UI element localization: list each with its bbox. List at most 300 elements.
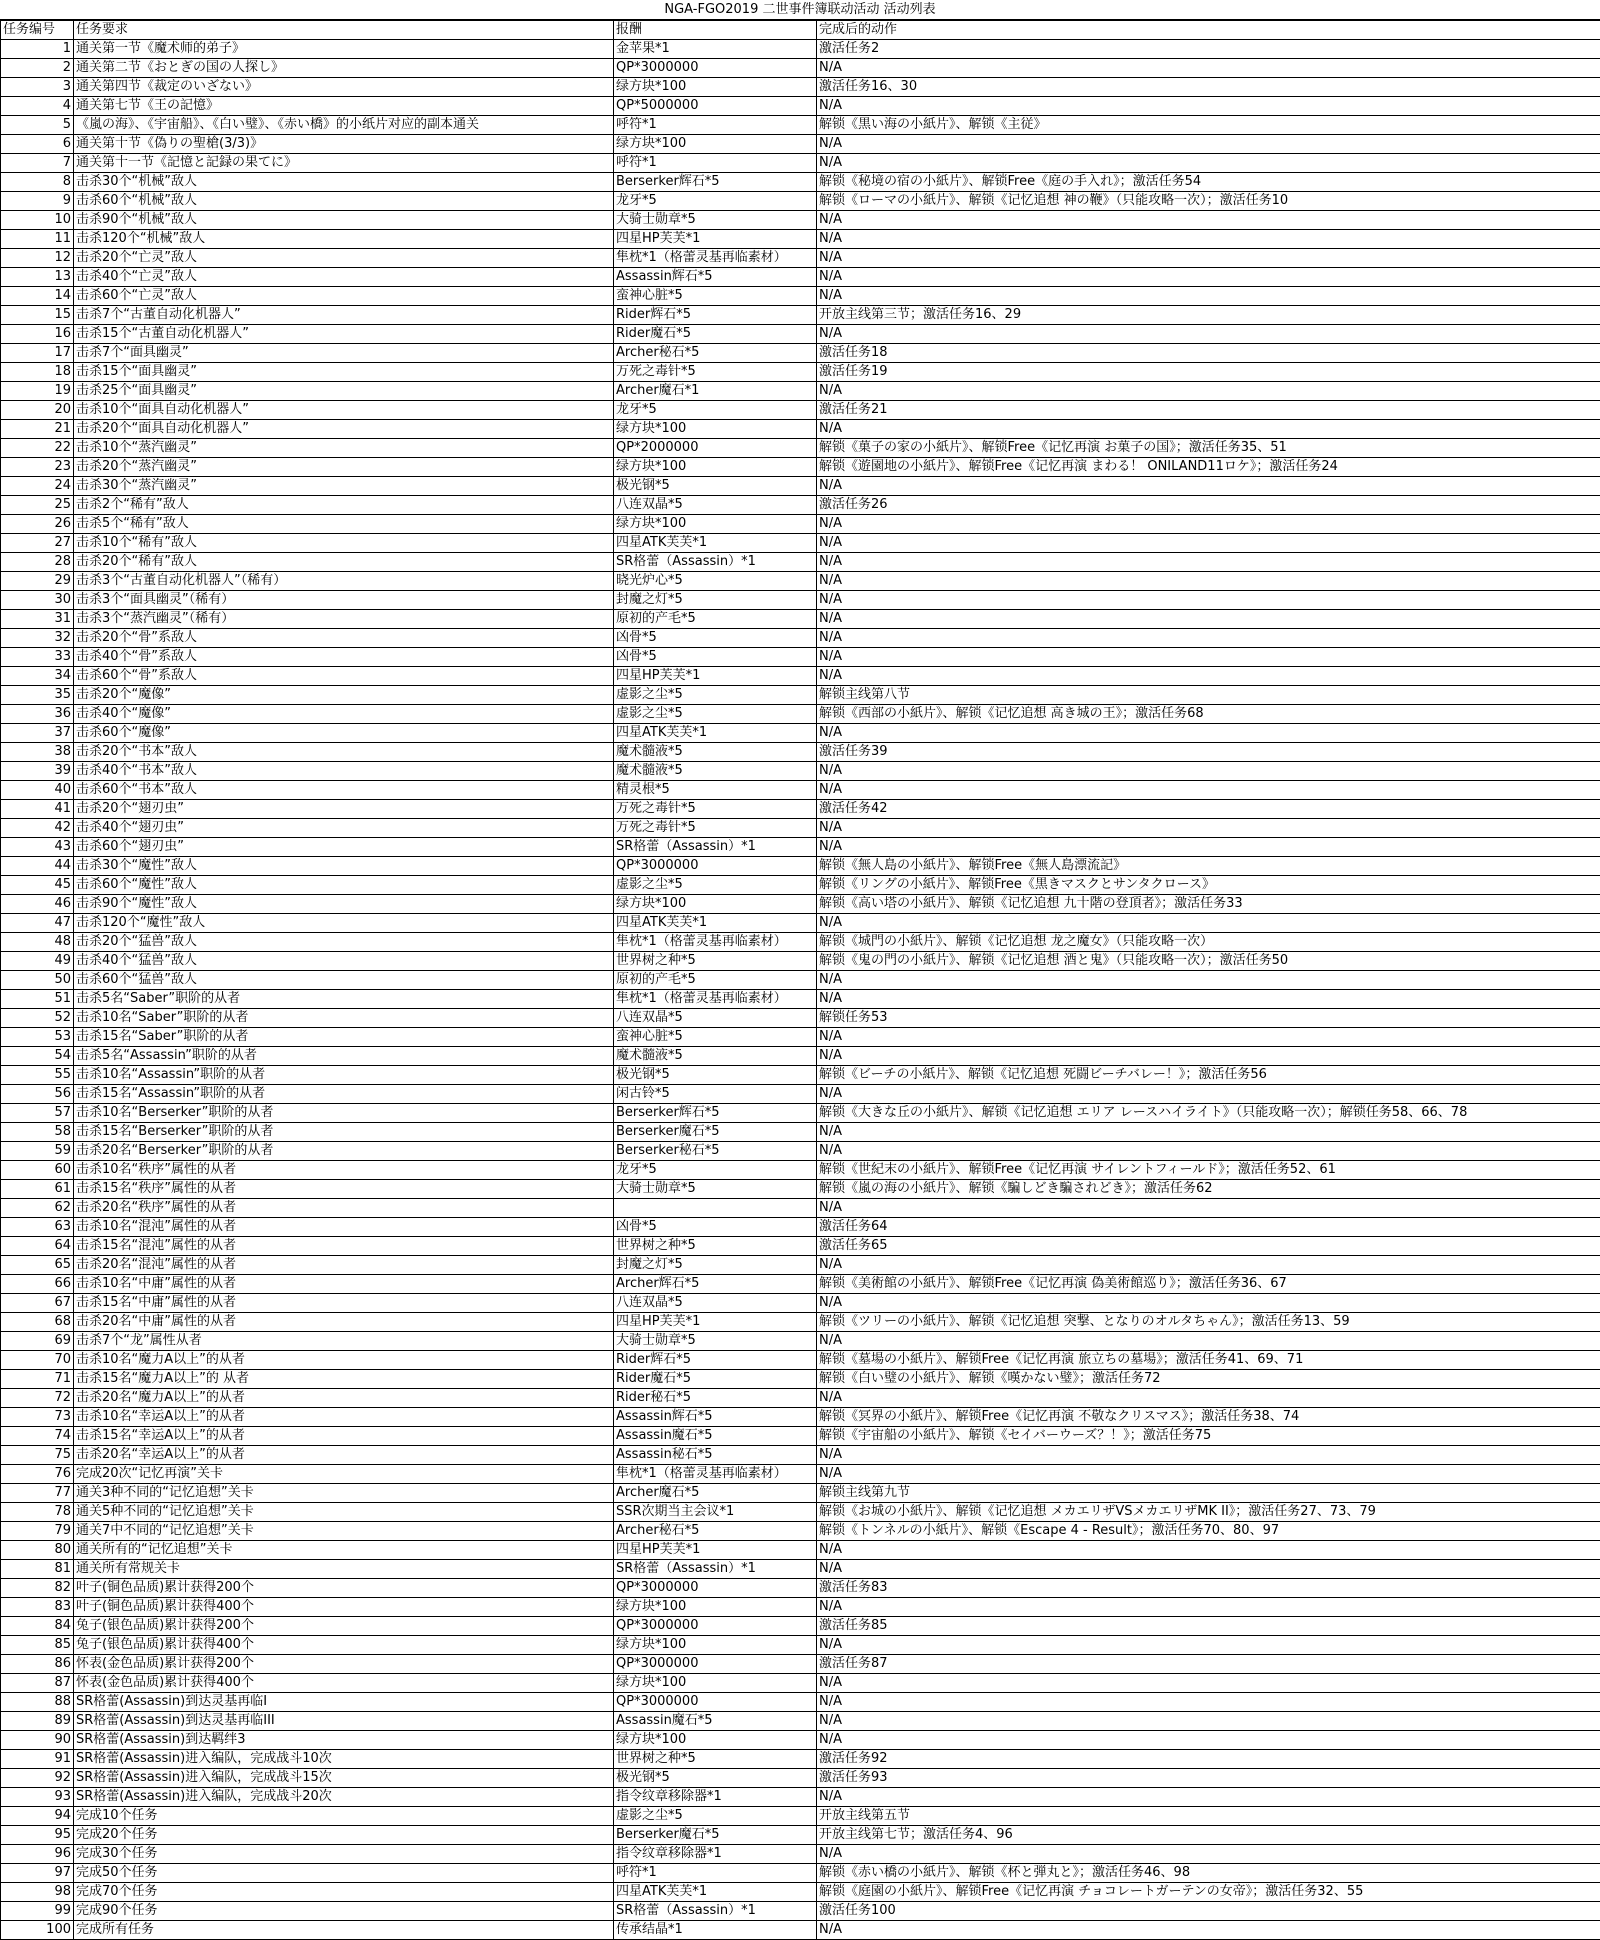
reward-cell: Berserker秘石*5 (614, 1142, 817, 1161)
table-row (1, 591, 1600, 610)
reward-cell: SR格蕾（Assassin）*1 (614, 1902, 817, 1921)
reward-cell: Assassin魔石*5 (614, 1427, 817, 1446)
requirement-cell: 击杀20名“混沌”属性的从者 (74, 1256, 614, 1275)
action-cell: 开放主线第五节 (817, 1807, 1600, 1826)
reward-cell: 蛮神心脏*5 (614, 287, 817, 306)
action-cell: N/A (817, 382, 1600, 401)
table-row (1, 401, 1600, 420)
requirement-cell: 击杀30个“机械”敌人 (74, 173, 614, 192)
action-cell: N/A (817, 230, 1600, 249)
reward-cell: 绿方块*100 (614, 1674, 817, 1693)
reward-cell: 八连双晶*5 (614, 496, 817, 515)
table-row (1, 819, 1600, 838)
requirement-cell: 击杀60个“翅刃虫” (74, 838, 614, 857)
table-row (1, 686, 1600, 705)
requirement-cell: 击杀15个“古董自动化机器人” (74, 325, 614, 344)
action-cell: N/A (817, 1845, 1600, 1864)
reward-cell: 虚影之尘*5 (614, 686, 817, 705)
mission-id-cell: 93 (1, 1788, 74, 1807)
table-row (1, 192, 1600, 211)
requirement-cell: 击杀10名“混沌”属性的从者 (74, 1218, 614, 1237)
table-row (1, 705, 1600, 724)
mission-id-cell: 68 (1, 1313, 74, 1332)
table-row (1, 40, 1600, 59)
table-row (1, 230, 1600, 249)
reward-cell: 虚影之尘*5 (614, 705, 817, 724)
action-cell: 激活任务26 (817, 496, 1600, 515)
requirement-cell: 完成10个任务 (74, 1807, 614, 1826)
reward-cell: 绿方块*100 (614, 1731, 817, 1750)
table-row (1, 1199, 1600, 1218)
mission-id-cell: 11 (1, 230, 74, 249)
mission-id-cell: 65 (1, 1256, 74, 1275)
table-row (1, 1142, 1600, 1161)
reward-cell: 绿方块*100 (614, 420, 817, 439)
table-row (1, 800, 1600, 819)
action-cell: 解锁《西部の小紙片》、解锁《记忆追想 高き城の王》；激活任务68 (817, 705, 1600, 724)
action-cell: 解锁《菓子の家の小紙片》、解锁Free《记忆再演 お菓子の国》；激活任务35、51 (817, 439, 1600, 458)
action-cell: 解锁《高い塔の小紙片》、解锁《记忆追想 九十階の登頂者》；激活任务33 (817, 895, 1600, 914)
mission-id-cell: 22 (1, 439, 74, 458)
action-cell: 激活任务87 (817, 1655, 1600, 1674)
header-row (1, 21, 1600, 40)
mission-id-cell: 89 (1, 1712, 74, 1731)
action-cell: N/A (817, 819, 1600, 838)
mission-id-cell: 45 (1, 876, 74, 895)
mission-id-cell: 90 (1, 1731, 74, 1750)
mission-id-cell: 30 (1, 591, 74, 610)
table-row (1, 1484, 1600, 1503)
reward-cell: 魔术髓液*5 (614, 762, 817, 781)
requirement-cell: 击杀10名“Berserker”职阶的从者 (74, 1104, 614, 1123)
reward-cell: QP*3000000 (614, 1693, 817, 1712)
requirement-cell: 击杀15个“面具幽灵” (74, 363, 614, 382)
reward-cell: 闲古铃*5 (614, 1085, 817, 1104)
requirement-cell: 击杀15名“混沌”属性的从者 (74, 1237, 614, 1256)
table-row (1, 496, 1600, 515)
requirement-cell: 完成20个任务 (74, 1826, 614, 1845)
reward-cell: Berserker辉石*5 (614, 1104, 817, 1123)
table-row (1, 477, 1600, 496)
requirement-cell: 击杀20名“Berserker”职阶的从者 (74, 1142, 614, 1161)
requirement-cell: 击杀10名“Assassin”职阶的从者 (74, 1066, 614, 1085)
requirement-cell: 击杀5名“Assassin”职阶的从者 (74, 1047, 614, 1066)
table-row (1, 78, 1600, 97)
table-row (1, 876, 1600, 895)
reward-cell: 传承结晶*1 (614, 1921, 817, 1940)
reward-cell: Rider辉石*5 (614, 306, 817, 325)
requirement-cell: 击杀10名“魔力A以上”的从者 (74, 1351, 614, 1370)
table-row (1, 857, 1600, 876)
mission-id-cell: 39 (1, 762, 74, 781)
action-cell: 解锁《ローマの小紙片》、解锁《记忆追想 神の鞭》（只能攻略一次）；激活任务10 (817, 192, 1600, 211)
action-cell: 开放主线第七节；激活任务4、96 (817, 1826, 1600, 1845)
mission-id-cell: 6 (1, 135, 74, 154)
mission-id-cell: 66 (1, 1275, 74, 1294)
table-row (1, 249, 1600, 268)
action-cell: 解锁《リングの小紙片》、解锁Free《黒きマスクとサンタクロース》 (817, 876, 1600, 895)
requirement-cell: 叶子(铜色品质)累计获得400个 (74, 1598, 614, 1617)
requirement-cell: SR格蕾(Assassin)进入编队，完成战斗10次 (74, 1750, 614, 1769)
mission-id-cell: 10 (1, 211, 74, 230)
header-reward: 报酬 (614, 21, 817, 40)
requirement-cell: 通关7中不同的“记忆追想”关卡 (74, 1522, 614, 1541)
requirement-cell: 击杀10名“秩序”属性的从者 (74, 1161, 614, 1180)
table-row (1, 306, 1600, 325)
reward-cell: 凶骨*5 (614, 1218, 817, 1237)
table-row (1, 1617, 1600, 1636)
action-cell: N/A (817, 838, 1600, 857)
reward-cell: 隼枕*1（格蕾灵基再临素材） (614, 1465, 817, 1484)
requirement-cell: 击杀20个“蒸汽幽灵” (74, 458, 614, 477)
table-row (1, 781, 1600, 800)
mission-id-cell: 46 (1, 895, 74, 914)
table-row (1, 1028, 1600, 1047)
reward-cell: 呼符*1 (614, 116, 817, 135)
requirement-cell: 击杀7个“龙”属性从者 (74, 1332, 614, 1351)
table-row (1, 1579, 1600, 1598)
mission-id-cell: 81 (1, 1560, 74, 1579)
table-row (1, 1674, 1600, 1693)
table-row (1, 1864, 1600, 1883)
requirement-cell: 击杀60个“亡灵”敌人 (74, 287, 614, 306)
requirement-cell: 击杀7个“面具幽灵” (74, 344, 614, 363)
action-cell: 解锁《黒い海の小紙片》、解锁《主従》 (817, 116, 1600, 135)
mission-id-cell: 75 (1, 1446, 74, 1465)
requirement-cell: 击杀30个“魔性”敌人 (74, 857, 614, 876)
reward-cell: QP*3000000 (614, 1617, 817, 1636)
requirement-cell: 击杀40个“猛兽”敌人 (74, 952, 614, 971)
table-row (1, 667, 1600, 686)
table-row (1, 762, 1600, 781)
table-row (1, 439, 1600, 458)
mission-id-cell: 36 (1, 705, 74, 724)
reward-cell: 四星ATK芙芙*1 (614, 1883, 817, 1902)
table-row (1, 743, 1600, 762)
table-row (1, 173, 1600, 192)
mission-id-cell: 84 (1, 1617, 74, 1636)
requirement-cell: 击杀40个“骨”系敌人 (74, 648, 614, 667)
reward-cell: Archer秘石*5 (614, 344, 817, 363)
mission-id-cell: 71 (1, 1370, 74, 1389)
mission-id-cell: 14 (1, 287, 74, 306)
reward-cell: Berserker辉石*5 (614, 173, 817, 192)
mission-id-cell: 15 (1, 306, 74, 325)
requirement-cell: 击杀20名“幸运A以上”的从者 (74, 1446, 614, 1465)
table-row (1, 1123, 1600, 1142)
requirement-cell: 击杀10名“幸运A以上”的从者 (74, 1408, 614, 1427)
action-cell: N/A (817, 1256, 1600, 1275)
mission-id-cell: 59 (1, 1142, 74, 1161)
mission-id-cell: 62 (1, 1199, 74, 1218)
reward-cell: 四星HP芙芙*1 (614, 667, 817, 686)
mission-id-cell: 77 (1, 1484, 74, 1503)
reward-cell: 魔术髓液*5 (614, 1047, 817, 1066)
reward-cell: QP*3000000 (614, 1655, 817, 1674)
mission-id-cell: 80 (1, 1541, 74, 1560)
action-cell: 解锁《ビーチの小紙片》、解锁《记忆追想 死闘ビーチバレー！》；激活任务56 (817, 1066, 1600, 1085)
requirement-cell: 击杀120个“魔性”敌人 (74, 914, 614, 933)
sheet-title: NGA-FGO2019 二世事件簿联动活动 活动列表 (0, 0, 1600, 20)
action-cell: 解锁任务53 (817, 1009, 1600, 1028)
table-row (1, 1161, 1600, 1180)
table-row (1, 1807, 1600, 1826)
requirement-cell: 击杀20个“亡灵”敌人 (74, 249, 614, 268)
mission-id-cell: 73 (1, 1408, 74, 1427)
table-row (1, 420, 1600, 439)
requirement-cell: 击杀20名“秩序”属性的从者 (74, 1199, 614, 1218)
reward-cell: 四星HP芙芙*1 (614, 1541, 817, 1560)
mission-id-cell: 49 (1, 952, 74, 971)
action-cell: N/A (817, 1731, 1600, 1750)
action-cell: 解锁《冥界の小紙片》、解锁Free《记忆再演 不敬なクリスマス》；激活任务38、74 (817, 1408, 1600, 1427)
table-row (1, 1218, 1600, 1237)
requirement-cell: 击杀10个“蒸汽幽灵” (74, 439, 614, 458)
table-row (1, 59, 1600, 78)
table-row (1, 1408, 1600, 1427)
table-row (1, 838, 1600, 857)
mission-id-cell: 1 (1, 40, 74, 59)
table-row (1, 648, 1600, 667)
table-row (1, 287, 1600, 306)
table-row (1, 1826, 1600, 1845)
table-row (1, 1560, 1600, 1579)
action-cell: 解锁《白い璧の小紙片》、解锁《嘆かない璧》；激活任务72 (817, 1370, 1600, 1389)
requirement-cell: 完成70个任务 (74, 1883, 614, 1902)
mission-id-cell: 69 (1, 1332, 74, 1351)
mission-id-cell: 29 (1, 572, 74, 591)
reward-cell: 封魔之灯*5 (614, 591, 817, 610)
reward-cell: 世界树之种*5 (614, 1750, 817, 1769)
table-row (1, 553, 1600, 572)
table-row (1, 1047, 1600, 1066)
reward-cell: SR格蕾（Assassin）*1 (614, 1560, 817, 1579)
reward-cell: 指令纹章移除器*1 (614, 1788, 817, 1807)
reward-cell: Berserker魔石*5 (614, 1826, 817, 1845)
action-cell: 激活任务21 (817, 401, 1600, 420)
requirement-cell: 通关所有的“记忆追想”关卡 (74, 1541, 614, 1560)
action-cell: N/A (817, 515, 1600, 534)
reward-cell: 四星ATK芙芙*1 (614, 724, 817, 743)
reward-cell: Rider秘石*5 (614, 1389, 817, 1408)
table-row (1, 1712, 1600, 1731)
table-row (1, 1446, 1600, 1465)
action-cell: N/A (817, 990, 1600, 1009)
action-cell: N/A (817, 1560, 1600, 1579)
mission-id-cell: 23 (1, 458, 74, 477)
action-cell: N/A (817, 629, 1600, 648)
reward-cell: 极光钢*5 (614, 1066, 817, 1085)
action-cell: N/A (817, 211, 1600, 230)
action-cell: N/A (817, 1028, 1600, 1047)
reward-cell: Archer秘石*5 (614, 1522, 817, 1541)
mission-id-cell: 40 (1, 781, 74, 800)
mission-id-cell: 20 (1, 401, 74, 420)
action-cell: N/A (817, 1598, 1600, 1617)
action-cell: 解锁主线第九节 (817, 1484, 1600, 1503)
reward-cell: 万死之毒针*5 (614, 800, 817, 819)
mission-table (0, 20, 1600, 1940)
reward-cell: 八连双晶*5 (614, 1009, 817, 1028)
action-cell: N/A (817, 914, 1600, 933)
action-cell: N/A (817, 553, 1600, 572)
mission-id-cell: 48 (1, 933, 74, 952)
requirement-cell: 击杀3个“古董自动化机器人”（稀有） (74, 572, 614, 591)
table-row (1, 1788, 1600, 1807)
requirement-cell: 击杀20个“翅刃虫” (74, 800, 614, 819)
mission-id-cell: 19 (1, 382, 74, 401)
table-row (1, 1541, 1600, 1560)
action-cell: 激活任务85 (817, 1617, 1600, 1636)
requirement-cell: 击杀20个“书本”敌人 (74, 743, 614, 762)
requirement-cell: 击杀2个“稀有”敌人 (74, 496, 614, 515)
requirement-cell: 击杀15名“Assassin”职阶的从者 (74, 1085, 614, 1104)
mission-id-cell: 83 (1, 1598, 74, 1617)
action-cell: 激活任务92 (817, 1750, 1600, 1769)
requirement-cell: 兔子(银色品质)累计获得200个 (74, 1617, 614, 1636)
table-row (1, 1009, 1600, 1028)
requirement-cell: 通关第十一节《記憶と記録の果てに》 (74, 154, 614, 173)
mission-id-cell: 100 (1, 1921, 74, 1940)
requirement-cell: 击杀5名“Saber”职阶的从者 (74, 990, 614, 1009)
mission-id-cell: 61 (1, 1180, 74, 1199)
action-cell: N/A (817, 477, 1600, 496)
action-cell: 激活任务42 (817, 800, 1600, 819)
mission-id-cell: 50 (1, 971, 74, 990)
action-cell: N/A (817, 420, 1600, 439)
action-cell: 激活任务83 (817, 1579, 1600, 1598)
action-cell: N/A (817, 762, 1600, 781)
action-cell: N/A (817, 1123, 1600, 1142)
requirement-cell: 击杀20个“骨”系敌人 (74, 629, 614, 648)
requirement-cell: 击杀20个“魔像” (74, 686, 614, 705)
mission-id-cell: 17 (1, 344, 74, 363)
action-cell: N/A (817, 1142, 1600, 1161)
mission-id-cell: 60 (1, 1161, 74, 1180)
table-row (1, 990, 1600, 1009)
mission-id-cell: 33 (1, 648, 74, 667)
action-cell: N/A (817, 667, 1600, 686)
reward-cell: 封魔之灯*5 (614, 1256, 817, 1275)
requirement-cell: 击杀20个“稀有”敌人 (74, 553, 614, 572)
reward-cell: 绿方块*100 (614, 458, 817, 477)
reward-cell: 绿方块*100 (614, 515, 817, 534)
mission-id-cell: 86 (1, 1655, 74, 1674)
requirement-cell: 击杀20名“魔力A以上”的从者 (74, 1389, 614, 1408)
reward-cell: 呼符*1 (614, 154, 817, 173)
requirement-cell: 通关所有常规关卡 (74, 1560, 614, 1579)
reward-cell: Rider魔石*5 (614, 1370, 817, 1389)
action-cell: N/A (817, 1199, 1600, 1218)
requirement-cell: SR格蕾(Assassin)进入编队，完成战斗20次 (74, 1788, 614, 1807)
reward-cell: 四星ATK芙芙*1 (614, 534, 817, 553)
reward-cell: 万死之毒针*5 (614, 819, 817, 838)
requirement-cell: 击杀7个“古董自动化机器人” (74, 306, 614, 325)
table-row (1, 1845, 1600, 1864)
action-cell: 激活任务64 (817, 1218, 1600, 1237)
mission-id-cell: 38 (1, 743, 74, 762)
reward-cell: Assassin秘石*5 (614, 1446, 817, 1465)
requirement-cell: 击杀15名“中庸”属性的从者 (74, 1294, 614, 1313)
reward-cell: 极光钢*5 (614, 1769, 817, 1788)
requirement-cell: 击杀20个“面具自动化机器人” (74, 420, 614, 439)
requirement-cell: 通关第十节《偽りの聖槍(3/3)》 (74, 135, 614, 154)
reward-cell: SSR次期当主会议*1 (614, 1503, 817, 1522)
reward-cell: Berserker魔石*5 (614, 1123, 817, 1142)
table-row (1, 724, 1600, 743)
mission-id-cell: 63 (1, 1218, 74, 1237)
action-cell: N/A (817, 1541, 1600, 1560)
action-cell: N/A (817, 1788, 1600, 1807)
reward-cell: 绿方块*100 (614, 135, 817, 154)
requirement-cell: 击杀40个“魔像” (74, 705, 614, 724)
reward-cell: 虚影之尘*5 (614, 876, 817, 895)
action-cell: N/A (817, 1921, 1600, 1940)
requirement-cell: 击杀40个“亡灵”敌人 (74, 268, 614, 287)
mission-id-cell: 28 (1, 553, 74, 572)
mission-id-cell: 35 (1, 686, 74, 705)
reward-cell: QP*2000000 (614, 439, 817, 458)
reward-cell: 金苹果*1 (614, 40, 817, 59)
reward-cell: QP*5000000 (614, 97, 817, 116)
reward-cell: 呼符*1 (614, 1864, 817, 1883)
action-cell: N/A (817, 1332, 1600, 1351)
mission-id-cell: 55 (1, 1066, 74, 1085)
action-cell: N/A (817, 1389, 1600, 1408)
requirement-cell: 击杀40个“书本”敌人 (74, 762, 614, 781)
action-cell: N/A (817, 591, 1600, 610)
action-cell: 激活任务19 (817, 363, 1600, 382)
mission-id-cell: 4 (1, 97, 74, 116)
requirement-cell: 怀表(金色品质)累计获得200个 (74, 1655, 614, 1674)
requirement-cell: 通关3种不同的“记忆追想”关卡 (74, 1484, 614, 1503)
requirement-cell: 击杀60个“猛兽”敌人 (74, 971, 614, 990)
table-row (1, 1902, 1600, 1921)
action-cell: N/A (817, 268, 1600, 287)
table-row (1, 1503, 1600, 1522)
requirement-cell: 击杀40个“翅刃虫” (74, 819, 614, 838)
requirement-cell: 击杀10名“中庸”属性的从者 (74, 1275, 614, 1294)
table-row (1, 1180, 1600, 1199)
action-cell: 激活任务93 (817, 1769, 1600, 1788)
reward-cell: Rider辉石*5 (614, 1351, 817, 1370)
mission-id-cell: 58 (1, 1123, 74, 1142)
reward-cell: 虚影之尘*5 (614, 1807, 817, 1826)
requirement-cell: 击杀15名“Saber”职阶的从者 (74, 1028, 614, 1047)
reward-cell: Archer魔石*1 (614, 382, 817, 401)
action-cell: N/A (817, 610, 1600, 629)
action-cell: N/A (817, 154, 1600, 173)
reward-cell: Archer辉石*5 (614, 1275, 817, 1294)
action-cell: 解锁《無人島の小紙片》、解锁Free《無人島漂流記》 (817, 857, 1600, 876)
mission-id-cell: 13 (1, 268, 74, 287)
reward-cell: 蛮神心脏*5 (614, 1028, 817, 1047)
mission-id-cell: 5 (1, 116, 74, 135)
reward-cell: 原初的产毛*5 (614, 610, 817, 629)
action-cell: 激活任务2 (817, 40, 1600, 59)
action-cell: N/A (817, 135, 1600, 154)
table-row (1, 610, 1600, 629)
mission-id-cell: 24 (1, 477, 74, 496)
mission-id-cell: 52 (1, 1009, 74, 1028)
reward-cell: Rider魔石*5 (614, 325, 817, 344)
reward-cell: Assassin魔石*5 (614, 1712, 817, 1731)
mission-id-cell: 42 (1, 819, 74, 838)
requirement-cell: 击杀25个“面具幽灵” (74, 382, 614, 401)
table-row (1, 1294, 1600, 1313)
table-row (1, 1370, 1600, 1389)
table-row (1, 895, 1600, 914)
